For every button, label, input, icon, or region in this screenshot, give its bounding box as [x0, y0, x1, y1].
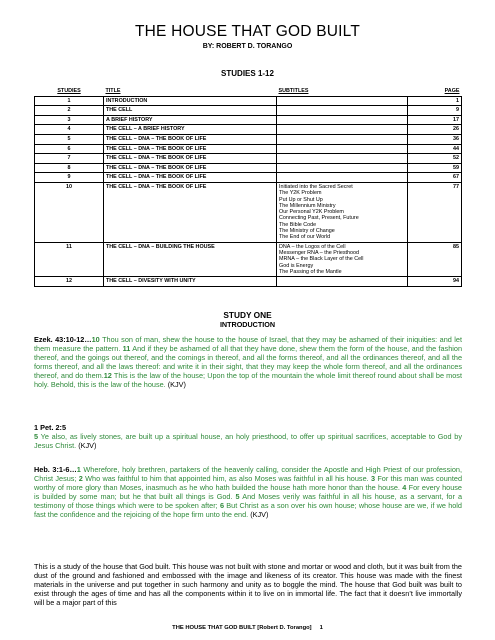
toc-subtitles: [277, 154, 408, 164]
verse-text: Who was faithful to him that appointed him, as also Moses was faithful in all his house.: [82, 474, 371, 484]
footer-text: THE HOUSE THAT GOD BUILT [Robert D. Torango]: [172, 625, 312, 631]
version-tag: (KJV): [167, 380, 186, 390]
toc-subtitles: [277, 173, 408, 183]
verse-number: 11: [122, 344, 131, 354]
table-row: [35, 96, 462, 106]
toc-study-number: 6: [35, 144, 104, 154]
toc-subtitle: God is Energy: [279, 262, 314, 269]
toc-subtitle: Put Up or Shut Up: [279, 196, 323, 203]
toc-page-number: 77: [408, 182, 462, 242]
toc-page-number: 36: [408, 134, 462, 144]
table-row: [35, 115, 462, 125]
toc-study-number: 1: [35, 96, 104, 106]
toc-study-title: A BRIEF HISTORY: [104, 115, 277, 125]
page-footer: [0, 625, 495, 631]
toc-study-title: INTRODUCTION: [104, 96, 277, 106]
toc-subtitles: [277, 115, 408, 125]
toc-study-title: THE CELL: [104, 106, 277, 116]
toc-page-number: 67: [408, 173, 462, 183]
scripture-reference: 1 Pet. 2:5: [34, 423, 67, 432]
table-row: [35, 125, 462, 135]
toc-study-title: THE CELL – DNA – THE BOOK OF LIFE: [104, 144, 277, 154]
verse-text: For every house is builded by some man; but he that built all things is God.: [34, 483, 462, 502]
table-row: [35, 106, 462, 116]
toc-header-studies: STUDIES: [35, 88, 104, 96]
toc-page-number: 17: [408, 115, 462, 125]
toc-subtitle: Connecting Past, Present, Future: [279, 215, 359, 222]
table-row: [35, 182, 462, 242]
verse-text: And if they be ashamed of all that they have done, shew them the form of the house, and the fashion thereof, and the goings out thereof, and the comings in thereof, and all the forms thereof, and all the ordinances thereof, and all the forms thereof, and all the laws thereof: and write it in their sight, that they may keep the whole form thereof, and all the ordinances thereof, and do them.: [34, 344, 463, 381]
toc-study-title: THE CELL – DNA – THE BOOK OF LIFE: [104, 154, 277, 164]
toc-subtitles: [277, 163, 408, 173]
toc-page-number: 59: [408, 163, 462, 173]
toc-subtitle: MRNA – the Black Layer of the Cell: [279, 256, 364, 263]
body-paragraph: This is a study of the house that God built. This house was not built with stone and mortar or wood and cloth, but it was built from the dust of the ground and fashioned and embossed with the image and likeness of its creator. This house was made with the finest materials in the universe and put together in such harmony and unity as to boggle the mind. The house that God built was built to exist through the ages of time and has all the components within it to live on in immortal life. The fact that it doesn’t live immortally will be a major part of this: [34, 562, 462, 608]
toc-subtitle: The Bible Code: [279, 221, 317, 228]
scripture-reference: Ezek. 43:10-12…: [34, 335, 92, 344]
toc-header-title: TITLE: [104, 88, 277, 96]
toc-study-number: 11: [35, 242, 104, 276]
toc-study-title: THE CELL – DNA – THE BOOK OF LIFE: [104, 182, 277, 242]
verse-number: 2: [78, 474, 83, 484]
passage-heb: [34, 465, 462, 520]
table-row: [35, 163, 462, 173]
toc-study-number: 5: [35, 134, 104, 144]
toc-subtitle: The Passing of the Mantle: [279, 268, 342, 275]
toc-study-title: THE CELL – A BRIEF HISTORY: [104, 125, 277, 135]
toc-study-number: 3: [35, 115, 104, 125]
toc-subtitle: The End of our World: [279, 234, 331, 241]
toc-subtitles: [277, 125, 408, 135]
verse-text: This is the law of the house; Upon the top of the mountain the whole limit thereof round about shall be most holy. Behold, this is the law of the house.: [34, 371, 462, 390]
version-tag: (KJV): [78, 441, 97, 451]
verse-number: 6: [219, 501, 225, 511]
page-number: 1: [319, 625, 323, 631]
version-tag: (KJV): [250, 510, 269, 520]
toc-subtitle: Our Personal Y2K Problem: [279, 209, 344, 216]
author-byline: BY: ROBERT D. TORANGO: [202, 43, 293, 50]
toc-page-number: 94: [408, 277, 462, 287]
toc-study-number: 12: [35, 277, 104, 287]
table-of-contents: [34, 88, 462, 287]
verse-text: For this man was counted worthy of more glory than Moses, inasmuch as he who hath builded the house hath more honor than the house.: [34, 474, 463, 493]
scripture-reference: Heb. 3:1-6…: [34, 465, 77, 474]
toc-page-number: 85: [408, 242, 462, 276]
toc-study-number: 4: [35, 125, 104, 135]
toc-header-subtitles: SUBTITLES: [277, 88, 408, 96]
document-title: THE HOUSE THAT GOD BUILT: [135, 23, 360, 40]
toc-subtitles: [277, 182, 408, 242]
toc-study-number: 9: [35, 173, 104, 183]
study-heading: STUDY ONE: [223, 310, 272, 320]
verse-text: Thou son of man, shew the house to the house of Israel, that they may be ashamed of their iniquities: and let them measure the pattern.: [34, 335, 462, 354]
toc-study-title: THE CELL – DNA – THE BOOK OF LIFE: [104, 134, 277, 144]
toc-study-title: THE CELL – DIVESITY WITH UNITY: [104, 277, 277, 287]
toc-page-number: 26: [408, 125, 462, 135]
toc-subtitles: [277, 144, 408, 154]
toc-subtitle: DNA – the Logos of the Cell: [279, 243, 346, 250]
toc-study-number: 2: [35, 106, 104, 116]
table-row: [35, 242, 462, 276]
toc-subtitles: [277, 134, 408, 144]
verse-number: 3: [370, 474, 376, 484]
table-row: [35, 134, 462, 144]
verse-number: 1: [76, 465, 81, 474]
study-subheading: INTRODUCTION: [219, 320, 276, 329]
verse-number: 5: [34, 432, 39, 442]
toc-study-title: THE CELL – DNA – THE BOOK OF LIFE: [104, 163, 277, 173]
toc-study-title: THE CELL – DNA – THE BOOK OF LIFE: [104, 173, 277, 183]
verse-number: 10: [91, 335, 100, 344]
toc-study-number: 10: [35, 182, 104, 242]
toc-subtitle: Initiated into the Sacred Secret: [279, 183, 353, 190]
toc-subtitle: Messenger RNA – the Priesthood: [279, 249, 360, 256]
toc-subtitles: [277, 106, 408, 116]
table-row: [35, 173, 462, 183]
toc-subtitles: [277, 277, 408, 287]
table-row: [35, 277, 462, 287]
toc-page-number: 44: [408, 144, 462, 154]
toc-page-number: 1: [408, 96, 462, 106]
toc-body: [35, 96, 462, 286]
table-row: [35, 144, 462, 154]
toc-page-number: 52: [408, 154, 462, 164]
studies-heading: STUDIES 1-12: [221, 69, 274, 78]
verse-text: Ye also, as lively stones, are built up a spiritual house, an holy priesthood, to offer up spiritual sacrifices, acceptable to God by Jesus Christ.: [34, 432, 462, 451]
verse-number: 5: [235, 492, 240, 502]
toc-subtitle: The Ministry of Change: [279, 228, 335, 235]
verse-text: But Christ as a son over his own house; whose house are we, if we hold fast the confidence and the rejoicing of the hope firm unto the end.: [34, 501, 462, 520]
toc-study-number: 7: [35, 154, 104, 164]
toc-subtitles: [277, 96, 408, 106]
verse-text: Wherefore, holy brethren, partakers of the heavenly calling, consider the Apostle and High Priest of our profession, Christ Jesus;: [34, 465, 462, 484]
verse-number: 4: [402, 483, 407, 493]
toc-subtitle: The Millennium Ministry: [279, 202, 336, 209]
toc-study-number: 8: [35, 163, 104, 173]
verse-text: And Moses verily was faithful in all his house, as a servant, for a testimony of those things which were to be spoken after;: [34, 492, 463, 511]
toc-subtitles: [277, 242, 408, 276]
passage-ezek: [34, 335, 462, 390]
table-row: [35, 154, 462, 164]
toc-header-page: PAGE: [408, 88, 462, 96]
verse-number: 12: [103, 371, 112, 381]
toc-subtitle: The Y2K Problem: [279, 190, 322, 197]
passage-pet: [34, 423, 462, 450]
toc-header-row: [35, 88, 462, 96]
toc-page-number: 9: [408, 106, 462, 116]
toc-study-title: THE CELL – DNA – BUILDING THE HOUSE: [104, 242, 277, 276]
